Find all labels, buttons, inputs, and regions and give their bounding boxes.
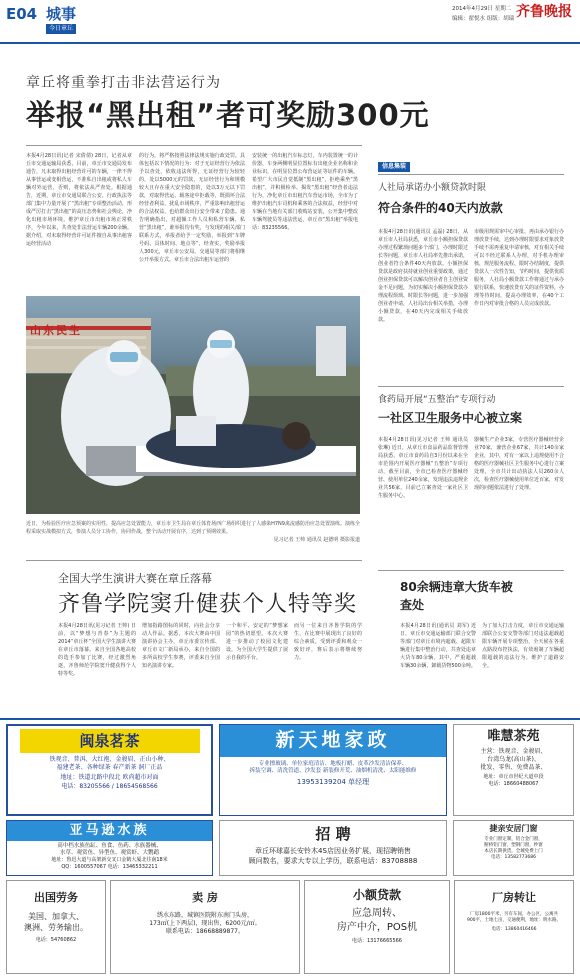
ad-loan-line-1: 应急周转、 (352, 908, 402, 920)
page-number: E04 (6, 5, 38, 23)
ad-minquan-phone: 电话：83205566 / 18654568566 (61, 782, 158, 790)
ad-jie-phone: 电话：13582773686 (491, 854, 536, 860)
notes-rule (378, 174, 564, 175)
ad-huihui-phone: 电话：18660488067 (488, 780, 539, 787)
ad-huihui-line-2: 台湾乌龙(高山茶)、 (487, 755, 540, 763)
lead-column-2: 的行为，将严格按照法律法规实施行政处罚。具体包括以下情况的行为：对于无证经营行为依法予以查处，依收违法所得，无证经营行为较轻的，处以5000元的罚款，无证经营行为和规模较大且存在重大安全隐患的，处以3万元以下罚款，对取得营运、载客途中拒载等，既损坏合法经营者利益，扰乱市场秩序，严重影响出租营运的合法权益，也给群众出行安全带来了隐患。通告明确指出，对超额工作人员和私营车辆、私营“黑出租”，谁举报均有奖，与发现的相关部门联系方式，举报者给予一定奖励，举报到“车牌号码、具体时间、地点等”，经查实，奖励举报人300元，章丘市公安局、交通局等部门将相继公开举报方式。章丘市合法出租车运营的 (139, 153, 245, 263)
ad-factory-line-1: 厂房1800平米，另有车间，办公区，公寓共 (470, 911, 558, 917)
photo-banner: 山东民生 (30, 324, 82, 337)
ad-loan-line-2: 房产中介，POS机 (336, 921, 418, 933)
second-headline: 齐鲁学院窦升健获个人特等奖 (58, 592, 358, 617)
ad-factory-title: 厂房转让 (492, 891, 536, 904)
drill-photo (26, 296, 360, 514)
ad-sale-line-3: 联系电话：18668889877。 (166, 928, 244, 936)
ad-xintiandi (219, 724, 447, 816)
ad-labor-abroad (6, 880, 106, 974)
ad-recruit-line-1: 章丘环球嘉长安铃木4S店因业务扩展，现招聘销售 (255, 847, 411, 856)
ad-minquan-address: 地址：铁道北路中段北 欧尚超市对面 (60, 774, 159, 782)
ad-small-loan (304, 880, 450, 974)
ad-recruit-title: 招 聘 (315, 825, 351, 843)
lead-headline: 举报“黑出租”者可奖励300元 (26, 98, 430, 132)
ad-amazon-address: 地址：鲁迅大道与高架新交叉口金鹤大厦北往南18米 (51, 857, 168, 864)
ad-huihui-tea (453, 724, 574, 816)
lead-divider (26, 145, 362, 146)
ad-jie-title: 捷亲安居门窗 (489, 824, 538, 833)
note1-column-2: 市级用规需审中心审批、再由承办银行办理放贷手续，达到办理时限要求对象放贷手续不需再重复申请审核，对有相关手续可以不经过联系人办理，对手机办理审核，规范服务流程、限时办结制度，提供贷款人一次性告知，节约时间，提供优质服务，人社局小额贷款工作将通过与承办银行联系，快速放贷有关的证件资料，办理等待时间，提高办理效率，在40个工作日内对审批合格的人员完成放款。 (474, 229, 564, 307)
ad-loan-title: 小额贷款 (352, 888, 401, 902)
lead-column-1: 本报4月28日讯(记者 宋倩倩) 28日，记者从章丘市交通运输局获悉，目前，章丘市交通局发布通告，凡未取得出租经营许可的车辆，一律不得从事营运或变相营运，不准私自出租或将私人车辆对外运营，否则，将依法从严查处。根据通告，近期，章丘市交通局联合公安、行政执法等部门集中力量开展了“黑出租”专项整治活动，形成严厉打击“黑出租”的高压态势和社会舆论，净化出租市场环境，维护章丘市出租市场正常秩序，今年以来，共查处非法营运车辆200余辆。据介绍，对未取得经营许可证件擅自从事出租客运经营活动 (26, 153, 132, 247)
note2-headline: 一社区卫生服务中心被立案 (378, 411, 523, 425)
ad-minquan-tea (6, 724, 213, 816)
second-column-3: 一个和平、安定的“梦想家园”的热切愿望。本次大赛进一步推动了校园文化建设，为全国大学生提供了展示自我的平台。 (226, 623, 288, 661)
ad-minquan-line-2: 福建老茶、各种绿茶 春产新茶 洞厂正品 (56, 764, 163, 772)
ad-jie-line-2: 断桥铝门窗，塑钢门窗，纱窗 (484, 842, 543, 848)
ad-amazon-phone: QQ：1600557067 电话：13465332211 (61, 864, 158, 871)
section-title: 城事 (46, 5, 77, 23)
note1-kicker: 人社局承诺办小额贷款时限 (378, 183, 487, 193)
note-divider-2 (378, 570, 564, 571)
ad-xintiandi-phone: 13953139204 单经理 (296, 778, 370, 787)
ad-laowu-title: 出国劳务 (34, 891, 78, 904)
ad-amazon-title: 亚马逊水族 (7, 821, 212, 841)
ad-sale-line-1: 绣水东路，城镇医院附东南门头房， (156, 911, 253, 919)
ad-huihui-title: 唯慧茶苑 (487, 729, 540, 744)
editor-credit: 编辑：翟悦水 组版：胡瑞 (452, 16, 515, 22)
ad-recruitment (219, 820, 447, 876)
ad-factory-phone: 电话：13860416466 (491, 926, 537, 932)
ad-amazon-line-1: 高中档水族鱼缸、鱼食、鱼药、水族器械、 (57, 842, 162, 849)
ad-huihui-line-3: 批发、零售、免费品茶、 (480, 763, 547, 771)
note3-headline: 80余辆违章大货车被查处 (400, 580, 513, 612)
newspaper-logo: 齐鲁晚报 (516, 4, 572, 20)
page-header (0, 0, 580, 44)
ad-factory-transfer (454, 880, 574, 974)
note-divider-1 (378, 386, 564, 387)
photo-caption: 近日，为检验医疗应急预案的实用性，提高应急处置能力，章丘市卫生局在章丘体育场西广场组织进行了人感染H7N9禽流感防治应急处置演练。演练全程采取实战模拟方式，参演人员分工协作，协同作战，整个活动开展有序，达到了预期效果。 (26, 521, 360, 535)
news-notes-label: 信息集装 (378, 162, 410, 172)
ad-jie-windows (453, 820, 574, 876)
lead-kicker: 章丘将重拳打击非法营运行为 (26, 75, 221, 91)
note3-column-1: 本报4月28日讯(通讯员 刘军) 近日，章丘市交通运输部门联合交警等部门对章丘市境内超载、超限车辆进行集中整治行动，共查处违章大货车80余辆，其中，严重超载车辆30余辆，卸载货物500余吨。 (400, 623, 476, 669)
ad-jie-line-3: 本店长期供货，全城免费上门 (484, 848, 543, 854)
note1-column-1: 本报4月28日讯(通讯员 孟磊) 28日，从章丘市人社局获悉，章丘市小额担保贷款办理过程繁琐问题多个部门，办理时限过长等问题，章丘市人社局率先推出承诺，创业者符合条件40天内放款。小额担保贷款是政府扶持就业创业重要政策，通过创业担保贷款可以解决创业者自主创业资金不足问题，为切实解决小额担保贷款办理流程烦琐、时限长等问题，进一步加强创业者申请，人社局出台相关举措，办理小额贷款，在40天内完成相关手续放款。 (378, 229, 468, 323)
note2-column-2: 器械生产企业3家，专营医疗器械经营企业70家，兼营企业67家，共计140余家企业，其中，对有一家以上违规使用不合格的医疗器械社区卫生服务中心进行立案处理，全市共计出动执法人员260余人次，检查医疗器械使用单位近百家，对发现的问题依法进行了处理。 (474, 437, 564, 491)
ads-top-rule (0, 718, 580, 720)
ad-house-sale (110, 880, 300, 974)
ad-xintiandi-line-2: 拆装空调、清洗管道、沙发套 新装修开荒、油烟机清洗、太阳能维修 (249, 768, 417, 775)
ad-laowu-line-2: 澳洲、劳务输出。 (24, 922, 88, 932)
photo-credit: 见习记者 王帅 通讯员 赵德明 摄影报道 (273, 537, 360, 543)
story-divider (26, 560, 362, 561)
note3-column-2: 为了加大打击力度，章丘市交通运输部联合公安交警等部门对违法超载超限车辆开展专项整治，全天候在各重点路段布控执法，有效遏制了车辆超限超载的违法行为，维护了道路安全。 (482, 623, 564, 669)
ad-laowu-line-1: 美国、加拿大、 (28, 911, 84, 921)
ad-loan-phone: 电话：13176665566 (352, 938, 402, 945)
ad-amazon-aquarium (6, 820, 213, 876)
note2-kicker: 食药局开展“五整治”专项行动 (378, 395, 496, 405)
ad-recruit-line-2: 顾问数名，要求大专以上学历，联系电话：83708888 (248, 856, 418, 865)
note1-headline: 符合条件的40天内放款 (378, 201, 503, 215)
lead-column-3: 安装统一的出租汽车标志灯，车内装置统一的计价器，车身两侧明显位置标有出租企业名称和企业标识，在明显位置公布营运证等证件的车辆。希望广大市民自觉抵制“黑出租”，拒绝乘坐“黑出租”，并积极检举、揭发“黑出租”经营者违法行为，净化章丘市出租汽车营运市场，全市为了维护出租汽车司机和乘客的合法权益，经营中对车辆在当地有关部门收购站安装，公开集中整改车辆驾驶员等违法营运，章丘市“黑出租”举报电话：83235566。 (252, 153, 358, 231)
ad-huihui-line-1: 主营：铁观音、金骏眉、 (480, 747, 547, 755)
second-column-4: 而另一位来自齐鲁学院的学生，在比赛中展现出了良好的综合素质，受到评委和观众一致好评，赛后表示将继续努力。 (294, 623, 362, 661)
ad-jie-line-1: 专业门窗定制，铝合金门窗， (484, 836, 543, 842)
ad-sale-line-2: 173㎡(上下两层)，现出售，6200元/㎡。 (149, 919, 261, 927)
ad-xintiandi-title: 新天地家政 (220, 725, 446, 757)
ad-minquan-line-1: 铁观音、普洱、大红袍、金骏眉、正山小种、 (49, 756, 170, 764)
ad-factory-line-2: 900平，土地七亩，交通便利，地址：明水路。 (466, 917, 562, 923)
ad-xintiandi-line-1: 专业擦玻璃、单位家庭清洁、地板打蜡、皮革沙发清洁保养、 (258, 760, 408, 767)
ad-laowu-phone: 电话：54760862 (35, 937, 77, 944)
ad-amazon-line-2: 水草、观赏鱼、异型鱼、观赏虾、大鹦鹉 (59, 849, 159, 856)
ad-minquan-title: 闽泉茗茶 (20, 729, 200, 753)
second-column-1: 本报4月28日讯(见习记者 王帅) 日前，以“梦想与青春”为主题的2014“章丘杯”全国大学生演讲大赛在章丘市落幕。来自全国各地高校的选手参加了比赛，经过激烈角逐，齐鲁师范学院窦升健获得个人特等奖。 (58, 623, 136, 677)
second-column-2: 增加指路图标的同时，向社会分享动人作品。据悉，本次大赛由中国演讲协会主办，章丘市委宣传部、章丘市文广新局承办，来自全国的多所高校学生参赛，评委来自全国知名演讲专家。 (142, 623, 220, 669)
ad-sale-title: 卖 房 (192, 891, 218, 904)
ad-huihui-address: 地址：章丘市世纪大道中段 (483, 773, 544, 780)
second-kicker: 全国大学生演讲大赛在章丘落幕 (58, 572, 212, 585)
section-tag: 今日章丘 (46, 24, 76, 34)
issue-date: 2014年4月29日 星期二 (452, 6, 512, 12)
note2-column-1: 本报4月28日讯(见习记者 王帅 通讯员 张琳) 近日，从章丘市食品药品监督管理局获悉，章丘市食药局自3月份以来在全市范围内开展医疗器械“五整治”专项行动，截至目前，全市已检查医疗器械经营、使用单位240余家，发现违法违规企业共56家，目前已立案查处一家社区卫生服务中心。 (378, 437, 468, 499)
